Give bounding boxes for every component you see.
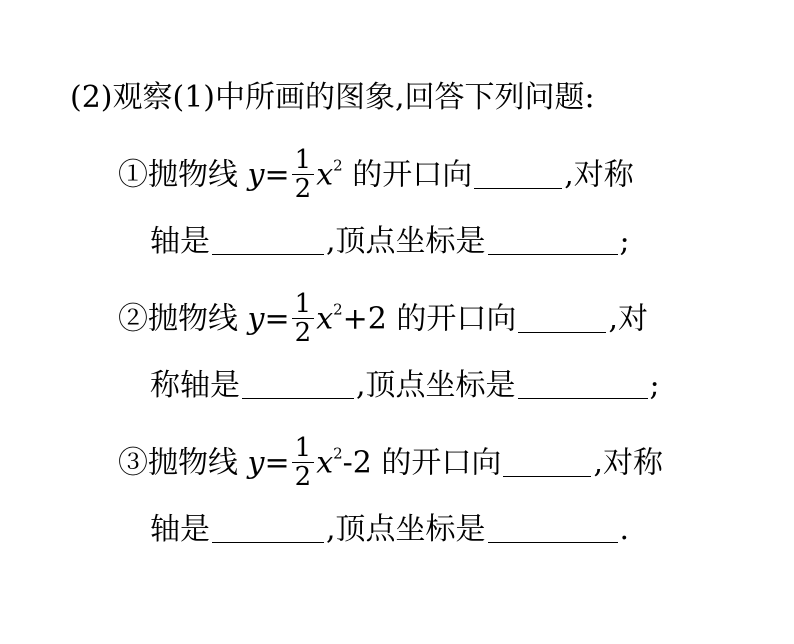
item-1-mid2: ,顶点坐标是 bbox=[326, 224, 486, 259]
item-1-mid1: ,对称 bbox=[564, 157, 634, 193]
item-3-line2-start: 轴是 bbox=[150, 512, 210, 547]
item-1-frac-num: 1 bbox=[292, 146, 315, 175]
item-3-frac-num: 1 bbox=[292, 434, 315, 463]
item-3-end: . bbox=[619, 512, 630, 547]
item-2-prefix: 抛物线 bbox=[148, 301, 238, 337]
item-2-y: y bbox=[247, 301, 265, 337]
item-1-blank-axis[interactable] bbox=[212, 224, 324, 255]
item-2-frac-den: 2 bbox=[294, 318, 312, 348]
item-1-end: ; bbox=[619, 224, 630, 259]
item-2-mid1: ,对 bbox=[608, 301, 648, 337]
item-2-blank-opening[interactable] bbox=[518, 302, 606, 333]
item-3-marker: ③ bbox=[118, 445, 148, 481]
item-3-blank-axis[interactable] bbox=[212, 512, 324, 543]
item-3-blank-vertex[interactable] bbox=[488, 512, 618, 543]
item-1-after-expr: 的开口向 bbox=[342, 157, 473, 193]
item-1-prefix: 抛物线 bbox=[148, 157, 238, 193]
item-3-eq: = bbox=[264, 445, 290, 481]
item-3-line-2 bbox=[150, 510, 629, 550]
item-2-line-2 bbox=[150, 366, 660, 406]
item-1-eq: = bbox=[264, 157, 290, 193]
item-3-blank-opening[interactable] bbox=[503, 446, 591, 477]
item-2-blank-vertex[interactable] bbox=[518, 368, 648, 399]
item-2-line-1 bbox=[118, 289, 648, 348]
item-3-tail-expr: -2 bbox=[342, 445, 372, 481]
item-3-line-1 bbox=[118, 433, 663, 492]
item-2-x: x bbox=[316, 301, 334, 337]
item-1-marker: ① bbox=[118, 157, 148, 193]
item-3-prefix: 抛物线 bbox=[148, 445, 238, 481]
item-1-line-1 bbox=[118, 145, 634, 204]
item-3-x: x bbox=[316, 445, 334, 481]
item-2-end: ; bbox=[649, 368, 660, 403]
item-1-blank-opening[interactable] bbox=[474, 158, 562, 189]
question-intro bbox=[70, 78, 595, 118]
item-3-fraction bbox=[292, 434, 315, 491]
item-2-line2-start: 称轴是 bbox=[150, 368, 240, 403]
item-2-after-expr: 的开口向 bbox=[386, 301, 517, 337]
item-1-x: x bbox=[316, 157, 334, 193]
item-3-exp: 2 bbox=[333, 444, 343, 463]
item-3-mid1: ,对称 bbox=[593, 445, 663, 481]
item-1-line2-start: 轴是 bbox=[150, 224, 210, 259]
item-2-tail-expr: +2 bbox=[342, 301, 387, 337]
item-2-mid2: ,顶点坐标是 bbox=[356, 368, 516, 403]
item-2-frac-num: 1 bbox=[292, 290, 315, 319]
item-1-frac-den: 2 bbox=[294, 174, 312, 204]
item-2-exp: 2 bbox=[333, 300, 343, 319]
item-1-fraction bbox=[292, 146, 315, 203]
item-2-eq: = bbox=[264, 301, 290, 337]
item-1-y: y bbox=[247, 157, 265, 193]
item-1-exp: 2 bbox=[333, 156, 343, 175]
item-2-fraction bbox=[292, 290, 315, 347]
intro-text: (2)观察(1)中所画的图象,回答下列问题: bbox=[70, 80, 595, 115]
item-2-marker: ② bbox=[118, 301, 148, 337]
item-1-blank-vertex[interactable] bbox=[488, 224, 618, 255]
item-3-y: y bbox=[247, 445, 265, 481]
item-3-after-expr: 的开口向 bbox=[371, 445, 502, 481]
item-2-blank-axis[interactable] bbox=[242, 368, 354, 399]
item-3-frac-den: 2 bbox=[294, 462, 312, 492]
item-1-line-2 bbox=[150, 222, 630, 262]
item-3-mid2: ,顶点坐标是 bbox=[326, 512, 486, 547]
